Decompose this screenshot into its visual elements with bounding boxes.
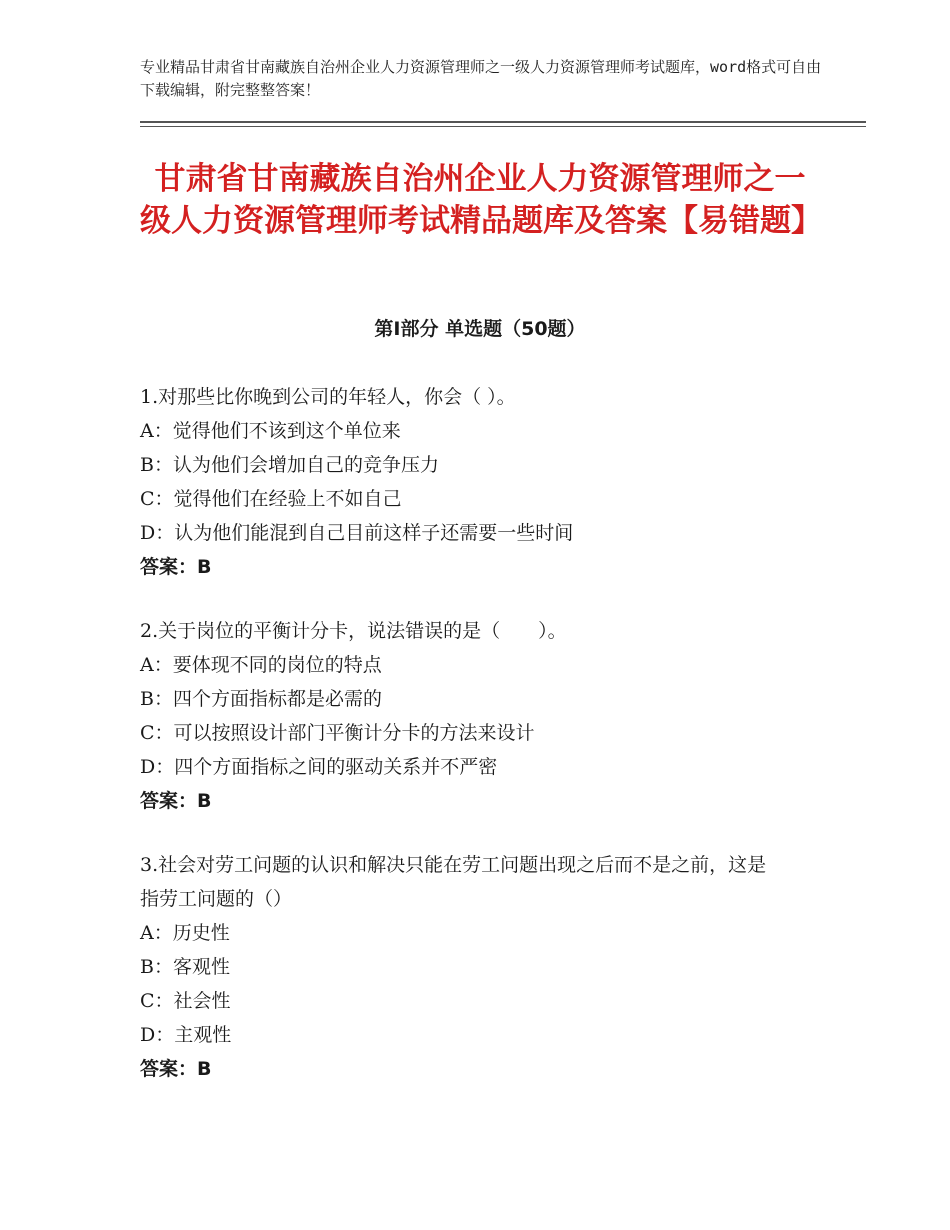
option-d: D：主观性 (140, 1024, 232, 1046)
option-d: D：四个方面指标之间的驱动关系并不严密 (140, 756, 498, 778)
option-a: A：要体现不同的岗位的特点 (140, 654, 382, 676)
question-item (140, 380, 820, 584)
option-c: C：可以按照设计部门平衡计分卡的方法来设计 (140, 722, 535, 744)
option-c: C：社会性 (140, 990, 231, 1012)
option-b: B：四个方面指标都是必需的 (140, 688, 382, 710)
header-rule-thin (140, 126, 866, 127)
question-item (140, 614, 820, 818)
header-rule-thick (140, 121, 866, 123)
answer-line: 答案：B (140, 556, 212, 578)
option-c: C：觉得他们在经验上不如自己 (140, 488, 402, 510)
question-item (140, 848, 820, 1086)
question-stem: 3.社会对劳工问题的认识和解决只能在劳工问题出现之后而不是之前，这是指劳工问题的（） (140, 854, 767, 910)
option-a: A：觉得他们不该到这个单位来 (140, 420, 401, 442)
option-b: B：认为他们会增加自己的竞争压力 (140, 454, 439, 476)
header-note: 专业精品甘肃省甘南藏族自治州企业人力资源管理师之一级人力资源管理师考试题库，word格式可自由下载编辑，附完整整答案！ (140, 58, 822, 99)
question-stem: 1.对那些比你晚到公司的年轻人，你会（ ）。 (140, 386, 516, 408)
question-list (140, 380, 820, 1116)
document-title: 甘肃省甘南藏族自治州企业人力资源管理师之一级人力资源管理师考试精品题库及答案【易错题】 (140, 161, 822, 239)
question-stem: 2.关于岗位的平衡计分卡，说法错误的是（ ）。 (140, 620, 567, 642)
option-b: B：客观性 (140, 956, 230, 978)
answer-line: 答案：B (140, 790, 212, 812)
answer-line: 答案：B (140, 1058, 212, 1080)
option-a: A：历史性 (140, 922, 230, 944)
section-heading: 第Ⅰ部分 单选题（50题） (374, 318, 586, 340)
option-d: D：认为他们能混到自己目前这样子还需要一些时间 (140, 522, 574, 544)
